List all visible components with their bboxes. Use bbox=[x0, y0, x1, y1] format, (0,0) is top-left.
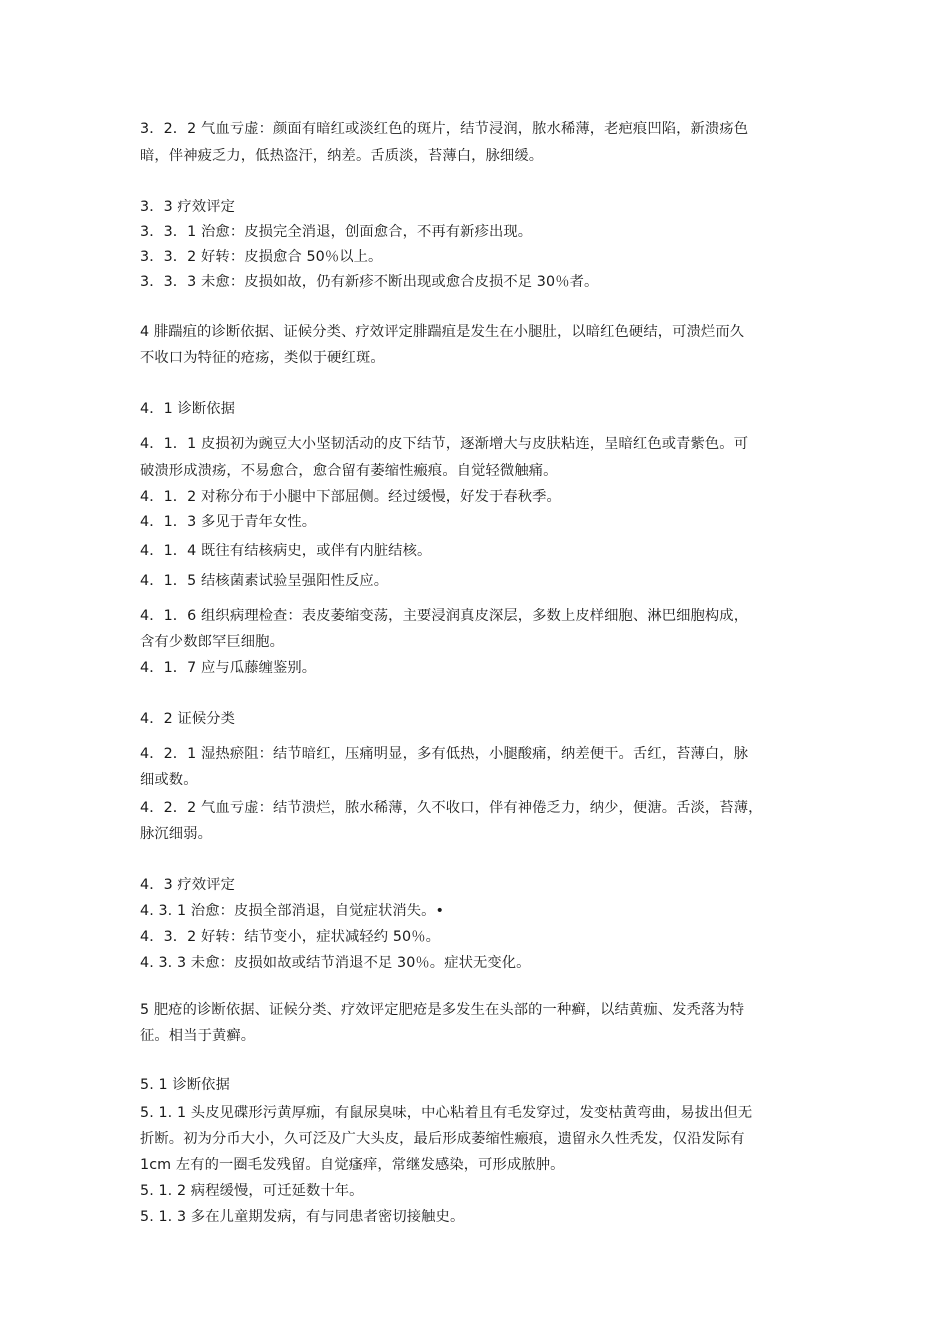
text-line: 含有少数郎罕巨细胞。 bbox=[140, 634, 284, 650]
text-line: 5. 1. 3 多在儿童期发病，有与同患者密切接触史。 bbox=[140, 1209, 465, 1225]
section-heading: 3．3 疗效评定 bbox=[140, 199, 236, 215]
section-heading: 5. 1 诊断依据 bbox=[140, 1077, 230, 1093]
text-line: 不收口为特征的疮疡，类似于硬红斑。 bbox=[140, 350, 385, 366]
text-line: 3．2．2 气血亏虚：颜面有暗红或淡红色的斑片，结节浸润，脓水稀薄，老疤痕凹陷，新溃疡色 bbox=[140, 121, 749, 137]
section-heading: 4．3 疗效评定 bbox=[140, 877, 236, 893]
text-line: 1cm 左有的一圈毛发残留。自觉瘙痒，常继发感染，可形成脓肿。 bbox=[140, 1157, 565, 1173]
text-line: 4．2．2 气血亏虚：结节溃烂，脓水稀薄，久不收口，伴有神倦乏力，纳少，便溏。舌淡，苔薄， bbox=[140, 800, 763, 816]
text-line: 破溃形成溃疡，不易愈合，愈合留有萎缩性瘢痕。自觉轻微触痛。 bbox=[140, 463, 558, 479]
text-line: 征。相当于黄癣。 bbox=[140, 1028, 256, 1044]
text-line: 细或数。 bbox=[140, 772, 198, 788]
text-line: 暗，伴神疲乏力，低热盗汗，纳差。舌质淡，苔薄白，脉细缓。 bbox=[140, 148, 544, 164]
text-line: 4. 3. 3 未愈：皮损如故或结节消退不足 30％。症状无变化。 bbox=[140, 955, 531, 971]
text-line: 4．1．2 对称分布于小腿中下部屈侧。经过缓慢，好发于春秋季。 bbox=[140, 489, 561, 505]
text-line: 4．1．3 多见于青年女性。 bbox=[140, 514, 317, 530]
text-line: 4．3．2 好转：结节变小，症状减轻约 50％。 bbox=[140, 929, 441, 945]
section-heading: 4．1 诊断依据 bbox=[140, 401, 236, 417]
text-line: 4．2．1 湿热瘀阻：结节暗红，压痛明显，多有低热，小腿酸痛，纳差便干。舌红，苔薄白，脉 bbox=[140, 746, 749, 762]
text-line: 4．1．7 应与瓜藤缠鉴别。 bbox=[140, 660, 317, 676]
text-line: 3．3．1 治愈：皮损完全消退，创面愈合，不再有新疹出现。 bbox=[140, 224, 533, 240]
text-line: 4．1．5 结核菌素试验呈强阳性反应。 bbox=[140, 573, 389, 589]
section-heading: 4 腓踹疽的诊断依据、证候分类、疗效评定腓踹疽是发生在小腿肚，以暗红色硬结，可溃烂而久 bbox=[140, 324, 745, 340]
text-line: 3．3．3 未愈：皮损如故，仍有新疹不断出现或愈合皮损不足 30％者。 bbox=[140, 274, 599, 290]
text-line: 4．1．4 既往有结核病史，或伴有内脏结核。 bbox=[140, 543, 432, 559]
text-line: 脉沉细弱。 bbox=[140, 826, 212, 842]
section-heading: 4．2 证候分类 bbox=[140, 711, 236, 727]
section-heading: 5 肥疮的诊断依据、证候分类、疗效评定肥疮是多发生在头部的一种癣，以结黄痂、发秃落为特 bbox=[140, 1002, 745, 1018]
text-line: 5. 1. 2 病程缓慢，可迁延数十年。 bbox=[140, 1183, 364, 1199]
text-line: 4．1．6 组织病理检查：表皮萎缩变荡，主要浸润真皮深层，多数上皮样细胞、淋巴细胞构成， bbox=[140, 608, 749, 624]
text-line: 5. 1. 1 头皮见碟形污黄厚痂，有鼠尿臭味，中心粘着且有毛发穿过，发变枯黄弯曲，易拔出但无 bbox=[140, 1105, 753, 1121]
text-line: 3．3．2 好转：皮损愈合 50％以上。 bbox=[140, 249, 383, 265]
text-line: 4. 3. 1 治愈：皮损全部消退，自觉症状消失。• bbox=[140, 903, 445, 919]
text-line: 折断。初为分币大小，久可泛及广大头皮，最后形成萎缩性瘢痕，遗留永久性秃发，仅沿发际有 bbox=[140, 1131, 745, 1147]
text-line: 4．1．1 皮损初为豌豆大小坚韧活动的皮下结节，逐渐增大与皮肤粘连，呈暗红色或青紫色。可 bbox=[140, 436, 749, 452]
